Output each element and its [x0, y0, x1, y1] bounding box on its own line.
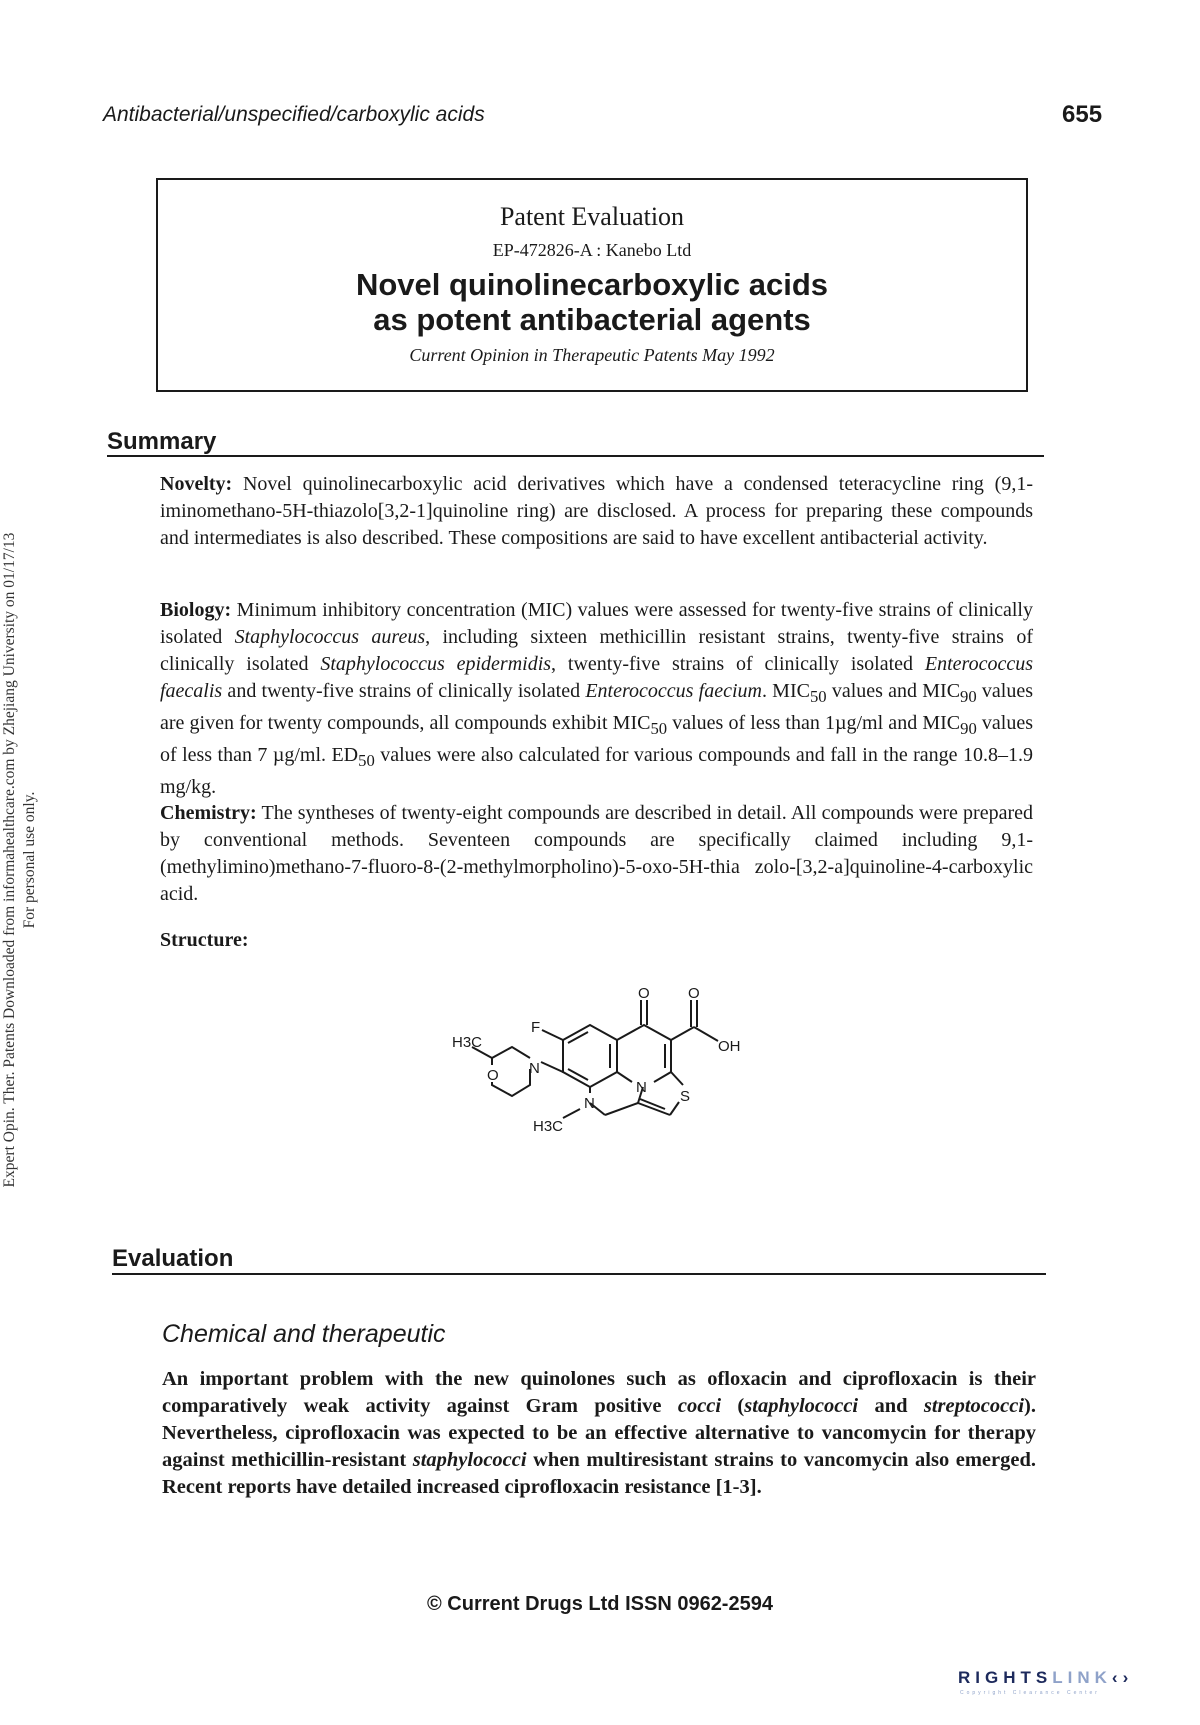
carbonyl-oxygen-label: O [638, 985, 650, 1002]
sulfur-label: S [680, 1088, 691, 1105]
hydroxyl-label: OH [718, 1038, 741, 1055]
bond [694, 1027, 718, 1041]
title-line-2: as potent antibacterial agents [373, 302, 811, 337]
bond [671, 1027, 694, 1040]
chemistry-label: Chemistry: [160, 802, 257, 824]
biology-text: , twenty-five strains of clinically isolated [551, 653, 925, 675]
logo-arrow-icon: ‹› [1111, 1668, 1134, 1687]
italic-term: staphylococci [412, 1449, 527, 1471]
bridge-nitrogen-label: N [584, 1095, 595, 1112]
subscript: 50 [809, 687, 827, 706]
subscript: 50 [358, 751, 375, 770]
patent-number: EP-472826-A : Kanebo Ltd [492, 240, 692, 260]
article-title [158, 267, 1026, 337]
n-methyl-label: H3C [533, 1118, 564, 1135]
subscript: 90 [960, 687, 977, 706]
title-line-1: Novel quinolinecarboxylic acids [355, 267, 829, 302]
biology-label: Biology: [160, 599, 232, 621]
species-name: Enterococcus faecium [585, 680, 762, 702]
novelty-label: Novelty: [160, 473, 233, 495]
download-side-note [0, 490, 80, 1230]
evaluation-text: ). Nevertheless, ciprofloxacin was expected to be an effective alternative to vancomycin for therapy against methicillin-resistant [162, 1395, 1036, 1471]
logo-accent-text: LINK [1052, 1668, 1112, 1687]
bond [671, 1072, 683, 1085]
running-head: Antibacterial/unspecified/carboxylic acids [103, 103, 485, 126]
biology-text: , including sixteen methicillin resistant strains, twenty-five strains of clinically isolated [160, 626, 1034, 675]
chemistry-text: The syntheses of twenty-eight compounds are described in detail. All compounds were prepared by conventional methods. Seventeen compounds are specifically claimed including 9,1-(methylimino)methano-7-fluoro-8-(2-methylmorpholino)-5-oxo-5H-thia zolo-[3,2-a]quinoline-4-carboxylic acid. [160, 802, 1033, 905]
summary-heading: Summary [107, 428, 217, 455]
species-name: Enterococcus faecalis [160, 653, 1033, 702]
bond [605, 1103, 638, 1115]
patent-evaluation-box [156, 178, 1028, 392]
morpholine-nitrogen-label: N [529, 1060, 540, 1077]
structure-label: Structure: [160, 929, 249, 951]
evaluation-subheading: Chemical and therapeutic [162, 1320, 446, 1348]
logo-main-text: RIGHTS [958, 1668, 1053, 1687]
acid-oxygen-label: O [688, 985, 700, 1002]
side-note-line-2: For personal use only. [21, 791, 38, 929]
summary-rule [107, 455, 1044, 457]
novelty-text: Novel quinolinecarboxylic acid derivatives which have a condensed teteracycline ring (9,1-iminomethano-5H-thiazolo[3,2-1]quinoline ring) are disclosed. A process for preparing these compounds and intermediates is also described. These compositions are said to have excellent antibacterial activity. [160, 473, 1033, 549]
page-number: 655 [1062, 101, 1103, 128]
biology-text: . MIC [761, 680, 810, 702]
species-name: Staphylococcus aureus [234, 626, 426, 648]
bond [617, 1072, 632, 1082]
fluorine-label: F [531, 1019, 541, 1036]
bond [541, 1062, 563, 1072]
bond [568, 1069, 588, 1080]
copyright-footer: © Current Drugs Ltd ISSN 0962-2594 [427, 1593, 773, 1615]
italic-term: staphylococci [744, 1395, 859, 1417]
biology-text: values and MIC [826, 680, 961, 702]
rightslink-logo[interactable] [958, 1668, 1133, 1688]
side-note-line-1: Expert Opin. Ther. Patents Downloaded from informahealthcare.com by Zhejiang University on 01/17/13 [1, 532, 18, 1188]
biology-text: values were also calculated for various compounds and fall in the range 10.8–1.9 mg/kg. [160, 744, 1033, 798]
biology-text: values of less than 7 µg/ml. ED [160, 712, 1033, 766]
chemistry-paragraph [160, 800, 1033, 908]
bond [568, 1032, 588, 1043]
biology-text: and twenty-five strains of clinically isolated [222, 680, 586, 702]
bond [542, 1030, 563, 1040]
bond [670, 1102, 679, 1115]
subscript: 90 [960, 719, 977, 738]
methyl-label: H3C [452, 1034, 483, 1051]
logo-subtitle: Copyright Clearance Center [960, 1690, 1100, 1696]
chemical-structure [400, 985, 760, 1165]
biology-text: values of less than 1µg/ml and MIC [667, 712, 961, 734]
evaluation-text: when multiresistant strains to vancomycin also emerged. Recent reports have detailed increased ciprofloxacin resistance [1-3]. [162, 1449, 1036, 1498]
species-name: Staphylococcus epidermidis [320, 653, 552, 675]
benzene-ring [563, 1025, 617, 1087]
biology-text: values are given for twenty compounds, all compounds exhibit MIC [160, 680, 1034, 734]
biology-paragraph [160, 597, 1033, 801]
novelty-paragraph [160, 471, 1033, 552]
biology-text: Minimum inhibitory concentration (MIC) values were assessed for twenty-five strains of clinically isolated [160, 599, 1033, 648]
pyridone-ring [617, 1025, 671, 1082]
morpholine-oxygen-label: O [487, 1067, 499, 1084]
evaluation-rule [112, 1273, 1046, 1275]
italic-term: streptococci [923, 1395, 1025, 1417]
evaluation-heading: Evaluation [112, 1245, 234, 1272]
evaluation-paragraph [162, 1366, 1036, 1501]
journal-citation: Current Opinion in Therapeutic Patents May 1992 [409, 345, 775, 365]
evaluation-text: and [858, 1395, 924, 1417]
evaluation-text: ( [721, 1395, 745, 1417]
subscript: 50 [650, 719, 668, 738]
italic-term: cocci [677, 1395, 722, 1417]
evaluation-text: An important problem with the new quinolones such as ofloxacin and ciprofloxacin is their comparatively weak activity against Gram positive [162, 1368, 1036, 1417]
box-kicker: Patent Evaluation [499, 202, 685, 231]
ring-nitrogen-label: N [636, 1079, 647, 1096]
bond [563, 1109, 580, 1118]
